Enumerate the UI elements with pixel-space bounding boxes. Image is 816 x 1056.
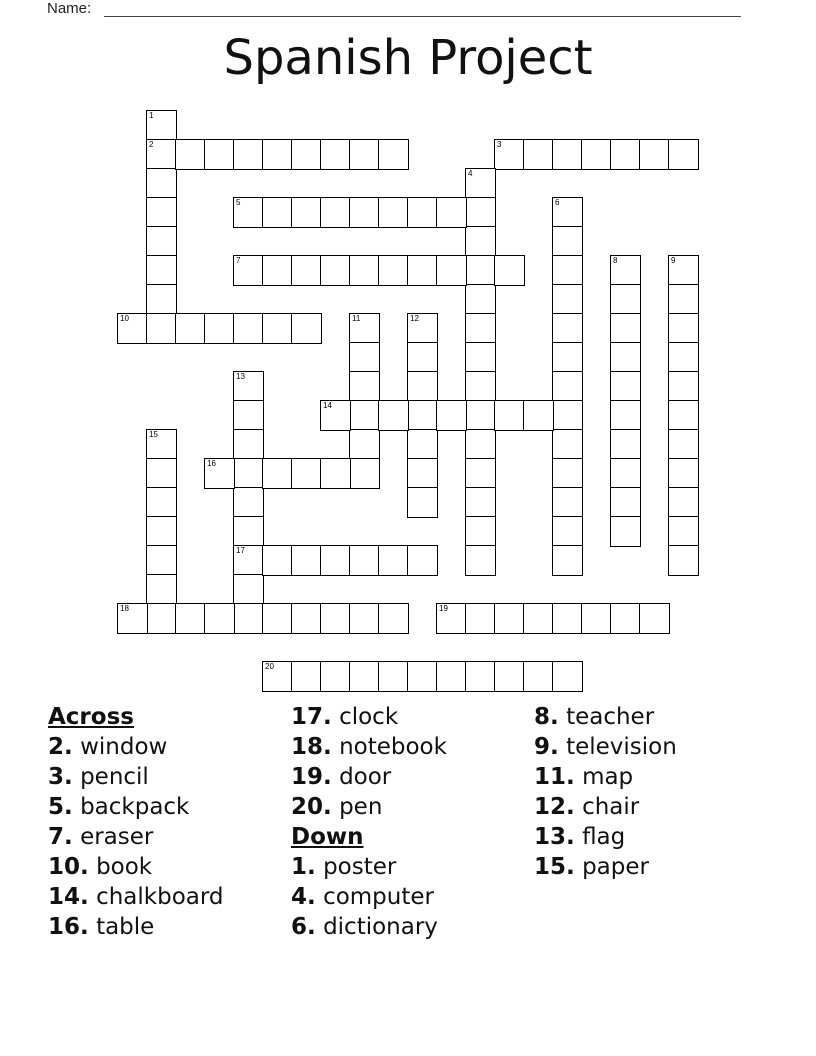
clue-text: flag [582,824,626,850]
grid-cell[interactable] [552,429,583,460]
grid-cell[interactable] [407,371,438,402]
grid-cell[interactable] [320,458,351,489]
grid-cell[interactable] [494,661,525,692]
clue-number: 19. [291,764,332,790]
grid-cell[interactable] [262,255,293,286]
grid-cell[interactable] [639,139,670,170]
clue-number: 15. [534,854,575,880]
grid-cell[interactable] [465,661,496,692]
grid-cell[interactable] [378,255,409,286]
grid-cell[interactable] [378,545,409,576]
grid-cell[interactable] [610,371,641,402]
grid-cell[interactable] [349,603,380,634]
clue-text: pencil [80,764,149,790]
cell-number: 7 [236,256,241,265]
name-label: Name: [47,0,92,17]
grid-cell[interactable] [610,516,641,547]
grid-cell[interactable] [349,342,380,373]
grid-cell[interactable] [378,197,409,228]
clue-number: 13. [534,824,575,850]
grid-cell[interactable] [465,371,496,402]
grid-cell[interactable] [349,197,380,228]
grid-cell[interactable] [291,197,322,228]
grid-cell[interactable] [407,400,438,431]
grid-cell[interactable] [378,139,409,170]
clue-number: 3. [48,764,73,790]
grid-cell[interactable] [262,197,293,228]
clue-down-13 [534,822,677,852]
clue-across-5 [48,792,224,822]
grid-cell[interactable] [610,255,641,286]
grid-cell[interactable] [552,197,583,228]
clue-number: 14. [48,884,89,910]
clue-number: 11. [534,764,575,790]
grid-cell[interactable] [407,255,438,286]
grid-cell[interactable] [552,516,583,547]
clue-text: chair [582,794,640,820]
clue-text: eraser [80,824,154,850]
clue-text: teacher [566,704,655,730]
grid-cell[interactable] [233,603,264,634]
clue-across-20 [291,792,447,822]
cell-number: 6 [555,198,560,207]
cell-number: 1 [149,111,154,120]
grid-cell[interactable] [465,516,496,547]
grid-cell[interactable] [552,139,583,170]
down-heading: Down [291,824,364,850]
clue-number: 2. [48,734,73,760]
clue-across-17 [291,702,447,732]
grid-cell[interactable] [204,139,235,170]
grid-cell[interactable] [291,255,322,286]
grid-cell[interactable] [668,284,699,315]
grid-cell[interactable] [407,313,438,344]
grid-cell[interactable] [610,487,641,518]
grid-cell[interactable] [465,342,496,373]
grid-cell[interactable] [668,371,699,402]
grid-cell[interactable] [436,197,467,228]
clue-number: 7. [48,824,73,850]
grid-cell[interactable] [668,545,699,576]
cell-number: 14 [323,401,332,410]
grid-cell[interactable] [146,545,177,576]
grid-cell[interactable] [465,313,496,344]
clue-text: book [96,854,153,880]
clue-text: clock [339,704,399,730]
grid-cell[interactable] [262,313,293,344]
grid-cell[interactable] [407,545,438,576]
grid-cell[interactable] [610,603,641,634]
clues-column-1 [48,702,224,942]
cell-number: 9 [671,256,676,265]
grid-cell[interactable] [552,661,583,692]
grid-cell[interactable] [262,545,293,576]
grid-cell[interactable] [349,313,380,344]
clue-down-1 [291,852,447,882]
clue-text: window [80,734,168,760]
grid-cell[interactable] [639,603,670,634]
grid-cell[interactable] [349,429,380,460]
clue-number: 17. [291,704,332,730]
grid-cell[interactable] [262,603,293,634]
across-heading: Across [48,704,134,730]
clue-text: chalkboard [96,884,224,910]
grid-cell[interactable] [610,139,641,170]
grid-cell[interactable] [146,168,177,199]
grid-cell[interactable] [465,226,496,257]
grid-cell[interactable] [610,313,641,344]
grid-cell[interactable] [146,139,177,170]
grid-cell[interactable] [581,603,612,634]
grid-cell[interactable] [146,487,177,518]
grid-cell[interactable] [436,603,467,634]
grid-cell[interactable] [233,429,264,460]
grid-cell[interactable] [146,255,177,286]
clue-text: backpack [80,794,190,820]
grid-cell[interactable] [262,458,293,489]
cell-number: 11 [352,314,361,323]
grid-cell[interactable] [146,197,177,228]
grid-cell[interactable] [291,139,322,170]
grid-cell[interactable] [233,313,264,344]
grid-cell[interactable] [465,168,496,199]
grid-cell[interactable] [552,458,583,489]
clue-down-9 [534,732,677,762]
grid-cell[interactable] [291,603,322,634]
grid-cell[interactable] [175,603,206,634]
grid-cell[interactable] [465,458,496,489]
clue-down-15 [534,852,677,882]
cell-number: 18 [120,604,129,613]
grid-cell[interactable] [610,284,641,315]
cell-number: 2 [149,140,154,149]
grid-cell[interactable] [552,603,583,634]
clue-across-2 [48,732,224,762]
grid-cell[interactable] [175,313,206,344]
grid-cell[interactable] [668,516,699,547]
grid-cell[interactable] [349,371,380,402]
grid-cell[interactable] [610,458,641,489]
cell-number: 4 [468,169,473,178]
clue-number: 9. [534,734,559,760]
clue-text: dictionary [323,914,438,940]
grid-cell[interactable] [465,197,496,228]
grid-cell[interactable] [146,516,177,547]
grid-cell[interactable] [494,400,525,431]
grid-cell[interactable] [465,284,496,315]
grid-cell[interactable] [291,458,322,489]
grid-cell[interactable] [146,429,177,460]
clue-text: paper [582,854,649,880]
grid-cell[interactable] [146,603,177,634]
grid-cell[interactable] [320,400,351,431]
grid-cell[interactable] [320,139,351,170]
grid-cell[interactable] [668,342,699,373]
grid-cell[interactable] [465,487,496,518]
clue-number: 12. [534,794,575,820]
cell-number: 13 [236,372,245,381]
cell-number: 17 [236,546,245,555]
grid-cell[interactable] [233,545,264,576]
grid-cell[interactable] [320,661,351,692]
grid-cell[interactable] [233,371,264,402]
grid-cell[interactable] [233,574,264,605]
grid-cell[interactable] [262,139,293,170]
grid-cell[interactable] [233,516,264,547]
clue-text: map [582,764,634,790]
clue-down-6 [291,912,447,942]
grid-cell[interactable] [668,313,699,344]
grid-cell[interactable] [262,661,293,692]
grid-cell[interactable] [291,545,322,576]
clue-text: computer [323,884,434,910]
grid-cell[interactable] [494,603,525,634]
grid-cell[interactable] [320,255,351,286]
grid-cell[interactable] [465,429,496,460]
grid-cell[interactable] [610,400,641,431]
grid-cell[interactable] [378,661,409,692]
grid-cell[interactable] [320,603,351,634]
grid-cell[interactable] [610,342,641,373]
grid-cell[interactable] [204,458,235,489]
cell-number: 12 [410,314,419,323]
grid-cell[interactable] [436,661,467,692]
grid-cell[interactable] [117,603,148,634]
grid-cell[interactable] [581,139,612,170]
clue-across-7 [48,822,224,852]
grid-cell[interactable] [146,284,177,315]
clue-across-10 [48,852,224,882]
grid-cell[interactable] [146,313,177,344]
clue-text: door [339,764,392,790]
grid-cell[interactable] [523,139,554,170]
grid-cell[interactable] [146,458,177,489]
grid-cell[interactable] [552,226,583,257]
clues-column-2 [291,702,447,942]
page-title: Spanish Project [223,30,593,86]
grid-cell[interactable] [668,458,699,489]
grid-cell[interactable] [146,574,177,605]
grid-cell[interactable] [523,661,554,692]
grid-cell[interactable] [465,603,496,634]
clue-across-3 [48,762,224,792]
grid-cell[interactable] [407,197,438,228]
clue-number: 18. [291,734,332,760]
clue-number: 8. [534,704,559,730]
grid-cell[interactable] [204,313,235,344]
grid-cell[interactable] [610,429,641,460]
grid-cell[interactable] [320,545,351,576]
grid-cell[interactable] [233,139,264,170]
grid-cell[interactable] [465,255,496,286]
grid-cell[interactable] [552,255,583,286]
grid-cell[interactable] [233,400,264,431]
grid-cell[interactable] [407,661,438,692]
grid-cell[interactable] [407,342,438,373]
cell-number: 16 [207,459,216,468]
grid-cell[interactable] [552,487,583,518]
clue-number: 4. [291,884,316,910]
grid-cell[interactable] [175,139,206,170]
grid-cell[interactable] [146,110,177,141]
grid-cell[interactable] [523,400,554,431]
cell-number: 5 [236,198,241,207]
grid-cell[interactable] [552,371,583,402]
clue-down-11 [534,762,677,792]
grid-cell[interactable] [349,400,380,431]
clue-across-14 [48,882,224,912]
clue-number: 10. [48,854,89,880]
clue-text: poster [323,854,397,880]
cell-number: 19 [439,604,448,613]
clues-column-3 [534,702,677,882]
grid-cell[interactable] [349,139,380,170]
cell-number: 15 [149,430,158,439]
grid-cell[interactable] [668,429,699,460]
grid-cell[interactable] [436,400,467,431]
grid-cell[interactable] [117,313,148,344]
grid-cell[interactable] [233,458,264,489]
grid-cell[interactable] [668,139,699,170]
grid-cell[interactable] [378,400,409,431]
clue-text: pen [339,794,383,820]
grid-cell[interactable] [291,661,322,692]
grid-cell[interactable] [668,400,699,431]
clue-across-16 [48,912,224,942]
grid-cell[interactable] [552,400,583,431]
grid-cell[interactable] [233,197,264,228]
grid-cell[interactable] [146,226,177,257]
grid-cell[interactable] [494,255,525,286]
grid-cell[interactable] [407,487,438,518]
grid-cell[interactable] [552,284,583,315]
grid-cell[interactable] [407,429,438,460]
cell-number: 10 [120,314,129,323]
clue-down-12 [534,792,677,822]
grid-cell[interactable] [349,458,380,489]
grid-cell[interactable] [668,487,699,518]
clue-down-8 [534,702,677,732]
grid-cell[interactable] [233,255,264,286]
grid-cell[interactable] [552,545,583,576]
grid-cell[interactable] [465,545,496,576]
clue-text: television [566,734,677,760]
grid-cell[interactable] [233,487,264,518]
grid-cell[interactable] [552,342,583,373]
grid-cell[interactable] [668,255,699,286]
grid-cell[interactable] [349,545,380,576]
grid-cell[interactable] [465,400,496,431]
clue-text: notebook [339,734,447,760]
grid-cell[interactable] [320,197,351,228]
clue-number: 20. [291,794,332,820]
clue-across-19 [291,762,447,792]
grid-cell[interactable] [378,603,409,634]
grid-cell[interactable] [436,255,467,286]
grid-cell[interactable] [349,661,380,692]
grid-cell[interactable] [204,603,235,634]
clue-number: 6. [291,914,316,940]
grid-cell[interactable] [494,139,525,170]
cell-number: 20 [265,662,274,671]
clue-across-18 [291,732,447,762]
clue-number: 16. [48,914,89,940]
cell-number: 3 [497,140,502,149]
grid-cell[interactable] [552,313,583,344]
cell-number: 8 [613,256,618,265]
clue-text: table [96,914,155,940]
grid-cell[interactable] [523,603,554,634]
grid-cell[interactable] [349,255,380,286]
grid-cell[interactable] [407,458,438,489]
clue-number: 5. [48,794,73,820]
grid-cell[interactable] [291,313,322,344]
clue-down-4 [291,882,447,912]
clue-number: 1. [291,854,316,880]
